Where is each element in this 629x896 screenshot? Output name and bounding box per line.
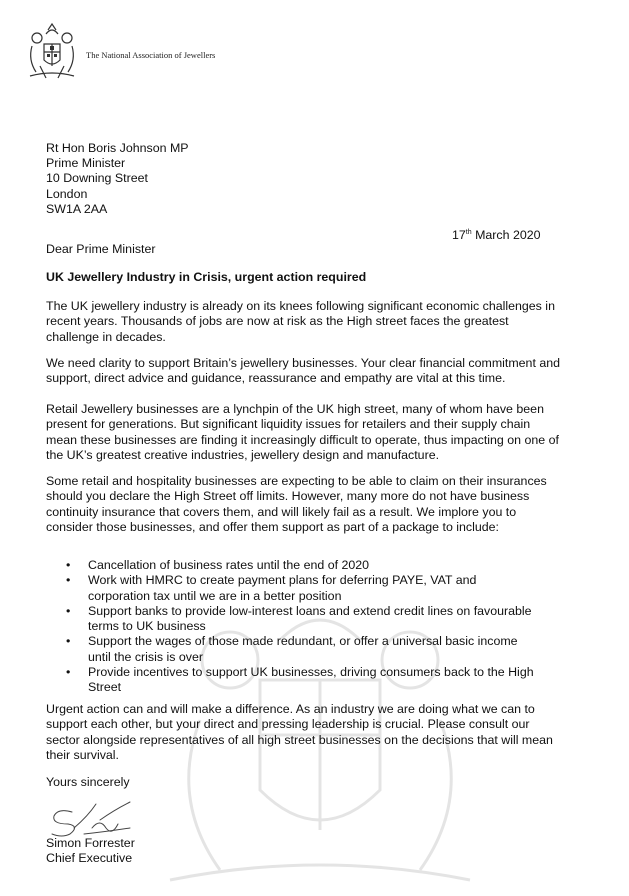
subject-line: UK Jewellery Industry in Crisis, urgent action required bbox=[46, 270, 367, 284]
address-line: 10 Downing Street bbox=[46, 171, 148, 186]
address-line: Rt Hon Boris Johnson MP bbox=[46, 141, 189, 155]
list-item-text: Provide incentives to support UK businesses, driving consumers back to the High Street bbox=[88, 665, 534, 695]
paragraph: Retail Jewellery businesses are a lynchpin of the UK high street, many of whom have been present for generations. But significant liquidity issues for retailers and their supply chain mean these businesses are finding it increasingly difficult to operate, thus impacting on one of the UK’s greatest creative industries, jewellery design and manufacture. bbox=[46, 402, 559, 462]
paragraph: We need clarity to support Britain’s jewellery businesses. Your clear financial commitment and support, direct advice and guidance, reassurance and empathy are vital at this time. bbox=[46, 356, 561, 386]
letterhead bbox=[26, 22, 215, 84]
address-line: Prime Minister bbox=[46, 156, 126, 171]
list-item: • Work with HMRC to create payment plans for deferring PAYE, VAT and corporation tax until we are in a better position bbox=[66, 573, 477, 603]
closing: Yours sincerely bbox=[46, 775, 130, 789]
crest-logo-icon bbox=[26, 22, 78, 84]
signer-block bbox=[46, 836, 135, 866]
list-item: • Support banks to provide low-interest loans and extend credit lines on favourable terms to UK business bbox=[66, 603, 532, 634]
paragraph: The UK jewellery industry is already on its knees following significant economic challenges in recent years. Thousands of jobs are now at risk as the High street faces the greatest challenge in decades. bbox=[46, 299, 555, 344]
paragraph: Urgent action can and will make a difference. As an industry we are doing what we can to support each other, but your direct and pressing leadership is crucial. Please consult our sector alongside representatives of all high street businesses on the decisions that will mean their survival. bbox=[46, 702, 553, 762]
recipient-address bbox=[46, 141, 566, 217]
date-day: 17 bbox=[452, 228, 466, 242]
date-suffix: th bbox=[465, 229, 472, 236]
address-line: London bbox=[46, 186, 88, 201]
date-rest: March 2020 bbox=[475, 228, 541, 242]
list-item-text: Cancellation of business rates until the end of 2020 bbox=[88, 558, 370, 572]
organisation-name: The National Association of Jewellers bbox=[86, 50, 216, 60]
list-item-text: Support the wages of those made redundant, or offer a universal basic income until the crisis is over bbox=[88, 634, 518, 664]
list-item: • Support the wages of those made redundant, or offer a universal basic income until the crisis is over bbox=[66, 634, 518, 664]
list-item: • Provide incentives to support UK businesses, driving consumers back to the High Street bbox=[66, 665, 534, 695]
list-item-text: Support banks to provide low-interest loans and extend credit lines on favourable terms to UK business bbox=[88, 603, 532, 634]
bullet-list bbox=[46, 558, 536, 696]
address-line: SW1A 2AA bbox=[46, 201, 108, 216]
list-item: • Cancellation of business rates until the end of 2020 bbox=[66, 558, 370, 572]
paragraph: Some retail and hospitality businesses are expecting to be able to claim on their insurances should you declare the High Street off limits. However, many more do not have business continuity insurance that covers them, and will likely fail as a result. We implore you to consider those businesses, and offer them support as part of a package to include: bbox=[46, 474, 547, 534]
signer-title: Chief Executive bbox=[46, 851, 133, 865]
signer-name: Simon Forrester bbox=[46, 836, 135, 850]
salutation: Dear Prime Minister bbox=[46, 242, 156, 256]
list-item-text: Work with HMRC to create payment plans for deferring PAYE, VAT and corporation tax until we are in a better position bbox=[88, 573, 477, 603]
letter-date bbox=[452, 228, 541, 242]
signature-image bbox=[44, 798, 144, 838]
